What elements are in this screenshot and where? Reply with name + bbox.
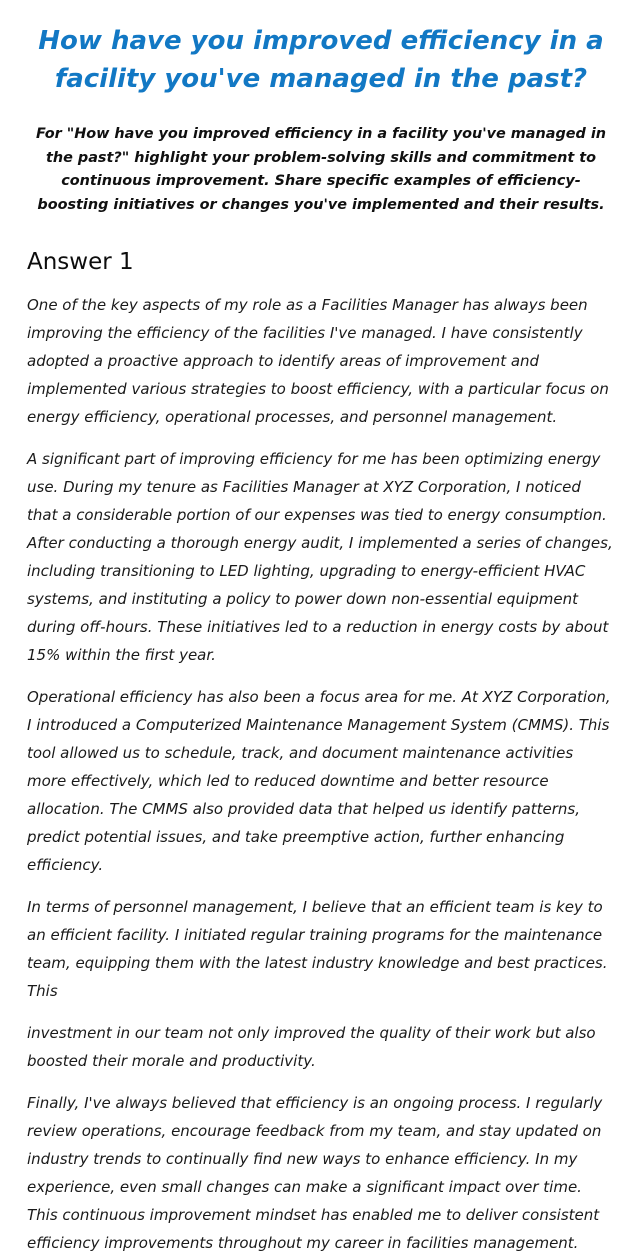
answer-paragraph: One of the key aspects of my role as a Facilities Manager has always been improving the efficiency of the facilities I've managed. I have consistently adopted a proactive approach to identify areas of improvement and implemented various strategies to boost efficiency, with a particular focus on energy efficiency, operational processes, and personnel management. [27,296,609,426]
answer-heading: Answer 1 [27,249,134,275]
intro-paragraph: For "How have you improved efficiency in a facility you've managed in the past?" highlight your problem-solving skills and commitment to continuous improvement. Share specific examples of efficiency-boosting initiatives or changes you've implemented and their results. [35,126,606,213]
answer-paragraph: Operational efficiency has also been a focus area for me. At XYZ Corporation, I introduced a Computerized Maintenance Management System (CMMS). This tool allowed us to schedule, track, and document maintenance activities more effectively, which led to reduced downtime and better resource allocation. The CMMS also provided data that helped us identify patterns, predict potential issues, and take preemptive action, further enhancing efficiency. [27,688,611,874]
answer-paragraph: A significant part of improving efficiency for me has been optimizing energy use. During my tenure as Facilities Manager at XYZ Corporation, I noticed that a considerable portion of our expenses was tied to energy consumption. After conducting a thorough energy audit, I implemented a series of changes, including transitioning to LED lighting, upgrading to energy-efficient HVAC systems, and instituting a policy to power down non-essential equipment during off-hours. These initiatives led to a reduction in energy costs by about 15% within the first year. [27,450,613,664]
answer-paragraph: In terms of personnel management, I believe that an efficient team is key to an efficient facility. I initiated regular training programs for the maintenance team, equipping them with the latest industry knowledge and best practices. This [27,898,608,1000]
answer-paragraph: investment in our team not only improved the quality of their work but also boosted their morale and productivity. [27,1024,596,1070]
answer-paragraph: Finally, I've always believed that efficiency is an ongoing process. I regularly review operations, encourage feedback from my team, and stay updated on industry trends to continually find new ways to enhance efficiency. In my experience, even small changes can make a significant impact over time. This continuous improvement mindset has enabled me to deliver consistent efficiency improvements throughout my career in facilities management. [27,1094,603,1252]
page-title: How have you improved efficiency in a facility you've managed in the past? [38,26,604,94]
answer-body [27,277,615,1257]
